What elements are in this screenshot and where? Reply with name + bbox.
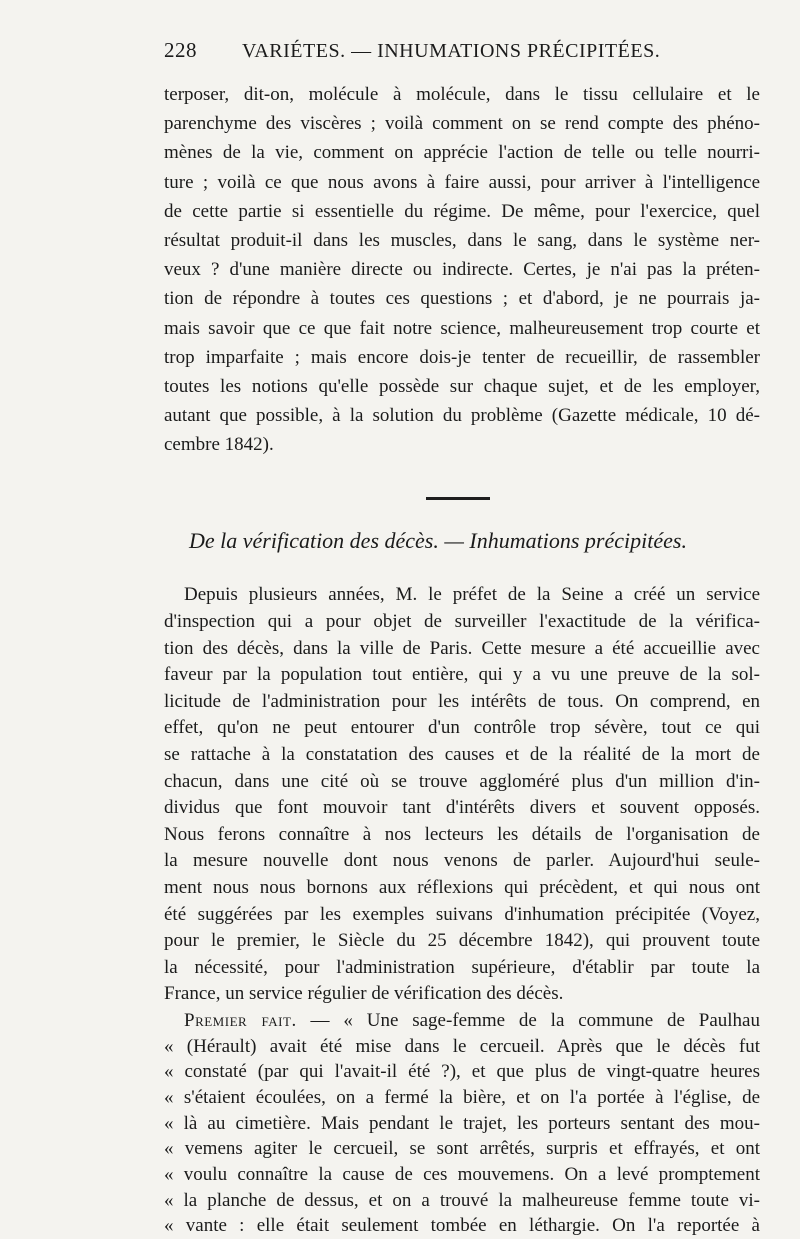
text-line: Depuis plusieurs années, M. le préfet de la Seine a créé un service (184, 584, 760, 606)
text-line: « vemens agiter le cercueil, se sont arrêtés, surpris et effrayés, et ont (164, 1138, 760, 1160)
fact-text: — « Une sage-femme de la commune de Paulhau (310, 1009, 760, 1031)
text-line: pour le premier, le Siècle du 25 décembre 1842), qui prouvent toute (164, 930, 760, 952)
section-heading: De la vérification des décès. — Inhumations précipitées. (189, 528, 687, 554)
text-line: ment nous nous bornons aux réflexions qui précèdent, et qui nous ont (164, 876, 760, 898)
running-title: VARIÉTES. — INHUMATIONS PRÉCIPITÉES. (242, 40, 661, 62)
text-line: mènes de la vie, comment on apprécie l'action de telle ou telle nourri- (164, 142, 760, 164)
text-line: licitude de l'administration pour les intérêts de tous. On comprend, en (164, 690, 760, 712)
text-line: parenchyme des viscères ; voilà comment on se rend compte des phéno- (164, 113, 760, 135)
text-line: « (Hérault) avait été mise dans le cercueil. Après que le décès fut (164, 1035, 760, 1057)
text-line: terposer, dit-on, molécule à molécule, dans le tissu cellulaire et le (164, 84, 760, 105)
text-line: « s'étaient écoulées, on a fermé la bière, et on l'a portée à l'église, de (164, 1087, 760, 1108)
text-line: « voulu connaître la cause de ces mouvemens. On a levé promptement (164, 1164, 760, 1186)
text-line: résultat produit-il dans les muscles, dans le sang, dans le système ner- (164, 229, 760, 251)
text-line: « vante : elle était seulement tombée en léthargie. On l'a reportée à (164, 1215, 760, 1237)
article-body (164, 582, 760, 1008)
text-line: ture ; voilà ce que nous avons à faire aussi, pour arriver à l'intelligence (164, 171, 760, 193)
text-line: faveur par la population tout entière, qui y a vu une preuve de la sol- (164, 664, 760, 686)
text-line: se rattache à la constatation des causes et de la réalité de la mort de (164, 744, 760, 765)
text-line: veux ? d'une manière directe ou indirecte. Certes, je n'ai pas la préten- (164, 259, 760, 281)
text-line: « la planche de dessus, et on a trouvé la malheureuse femme toute vi- (164, 1189, 760, 1211)
text-line: cembre 1842). (164, 434, 274, 456)
text-line: toutes les notions qu'elle possède sur chaque sujet, et de les employer, (164, 375, 760, 397)
fact-label: Premier fait. (184, 1009, 297, 1031)
text-line: trop imparfaite ; mais encore dois-je tenter de recueillir, de rassembler (164, 346, 760, 368)
quoted-fact (164, 1008, 760, 1239)
text-line: la mesure nouvelle dont nous venons de parler. Aujourd'hui seule- (164, 850, 760, 872)
text-line: tion des décès, dans la ville de Paris. Cette mesure a été accueillie avec (164, 637, 760, 659)
text-line: mais savoir que ce que fait notre science, malheureusement trop courte et (164, 317, 760, 339)
running-header (164, 38, 760, 68)
text-line: « là au cimetière. Mais pendant le trajet, les porteurs sentant des mou- (164, 1112, 760, 1134)
page-number: 228 (164, 38, 197, 62)
text-line: chacun, dans une cité où se trouve aggloméré plus d'un million d'in- (164, 770, 760, 792)
text-line: France, un service régulier de vérification des décès. (164, 983, 564, 1005)
text-line (164, 1008, 760, 1034)
paragraph-continuation (164, 80, 760, 459)
text-line: de cette partie si essentielle du régime. De même, pour l'exercice, quel (164, 200, 760, 222)
text-line: « constaté (par qui l'avait-il été ?), et que plus de vingt-quatre heures (164, 1061, 760, 1083)
text-line: Nous ferons connaître à nos lecteurs les détails de l'organisation de (164, 823, 760, 845)
text-line: effet, qu'on ne peut entourer d'un contrôle trop sévère, tout ce qui (164, 717, 760, 739)
text-line: été suggérées par les exemples suivans d'inhumation précipitée (Voyez, (164, 903, 760, 925)
text-line: autant que possible, à la solution du problème (Gazette médicale, 10 dé- (164, 405, 760, 427)
section-separator (426, 497, 490, 500)
text-line: d'inspection qui a pour objet de surveiller l'exactitude de la vérifica- (164, 611, 760, 633)
text-line: tion de répondre à toutes ces questions ; et d'abord, je ne pourrais ja- (164, 288, 760, 310)
text-line: dividus que font mouvoir tant d'intérêts divers et souvent opposés. (164, 797, 760, 819)
text-line: la nécessité, pour l'administration supérieure, d'établir par toute la (164, 956, 760, 978)
